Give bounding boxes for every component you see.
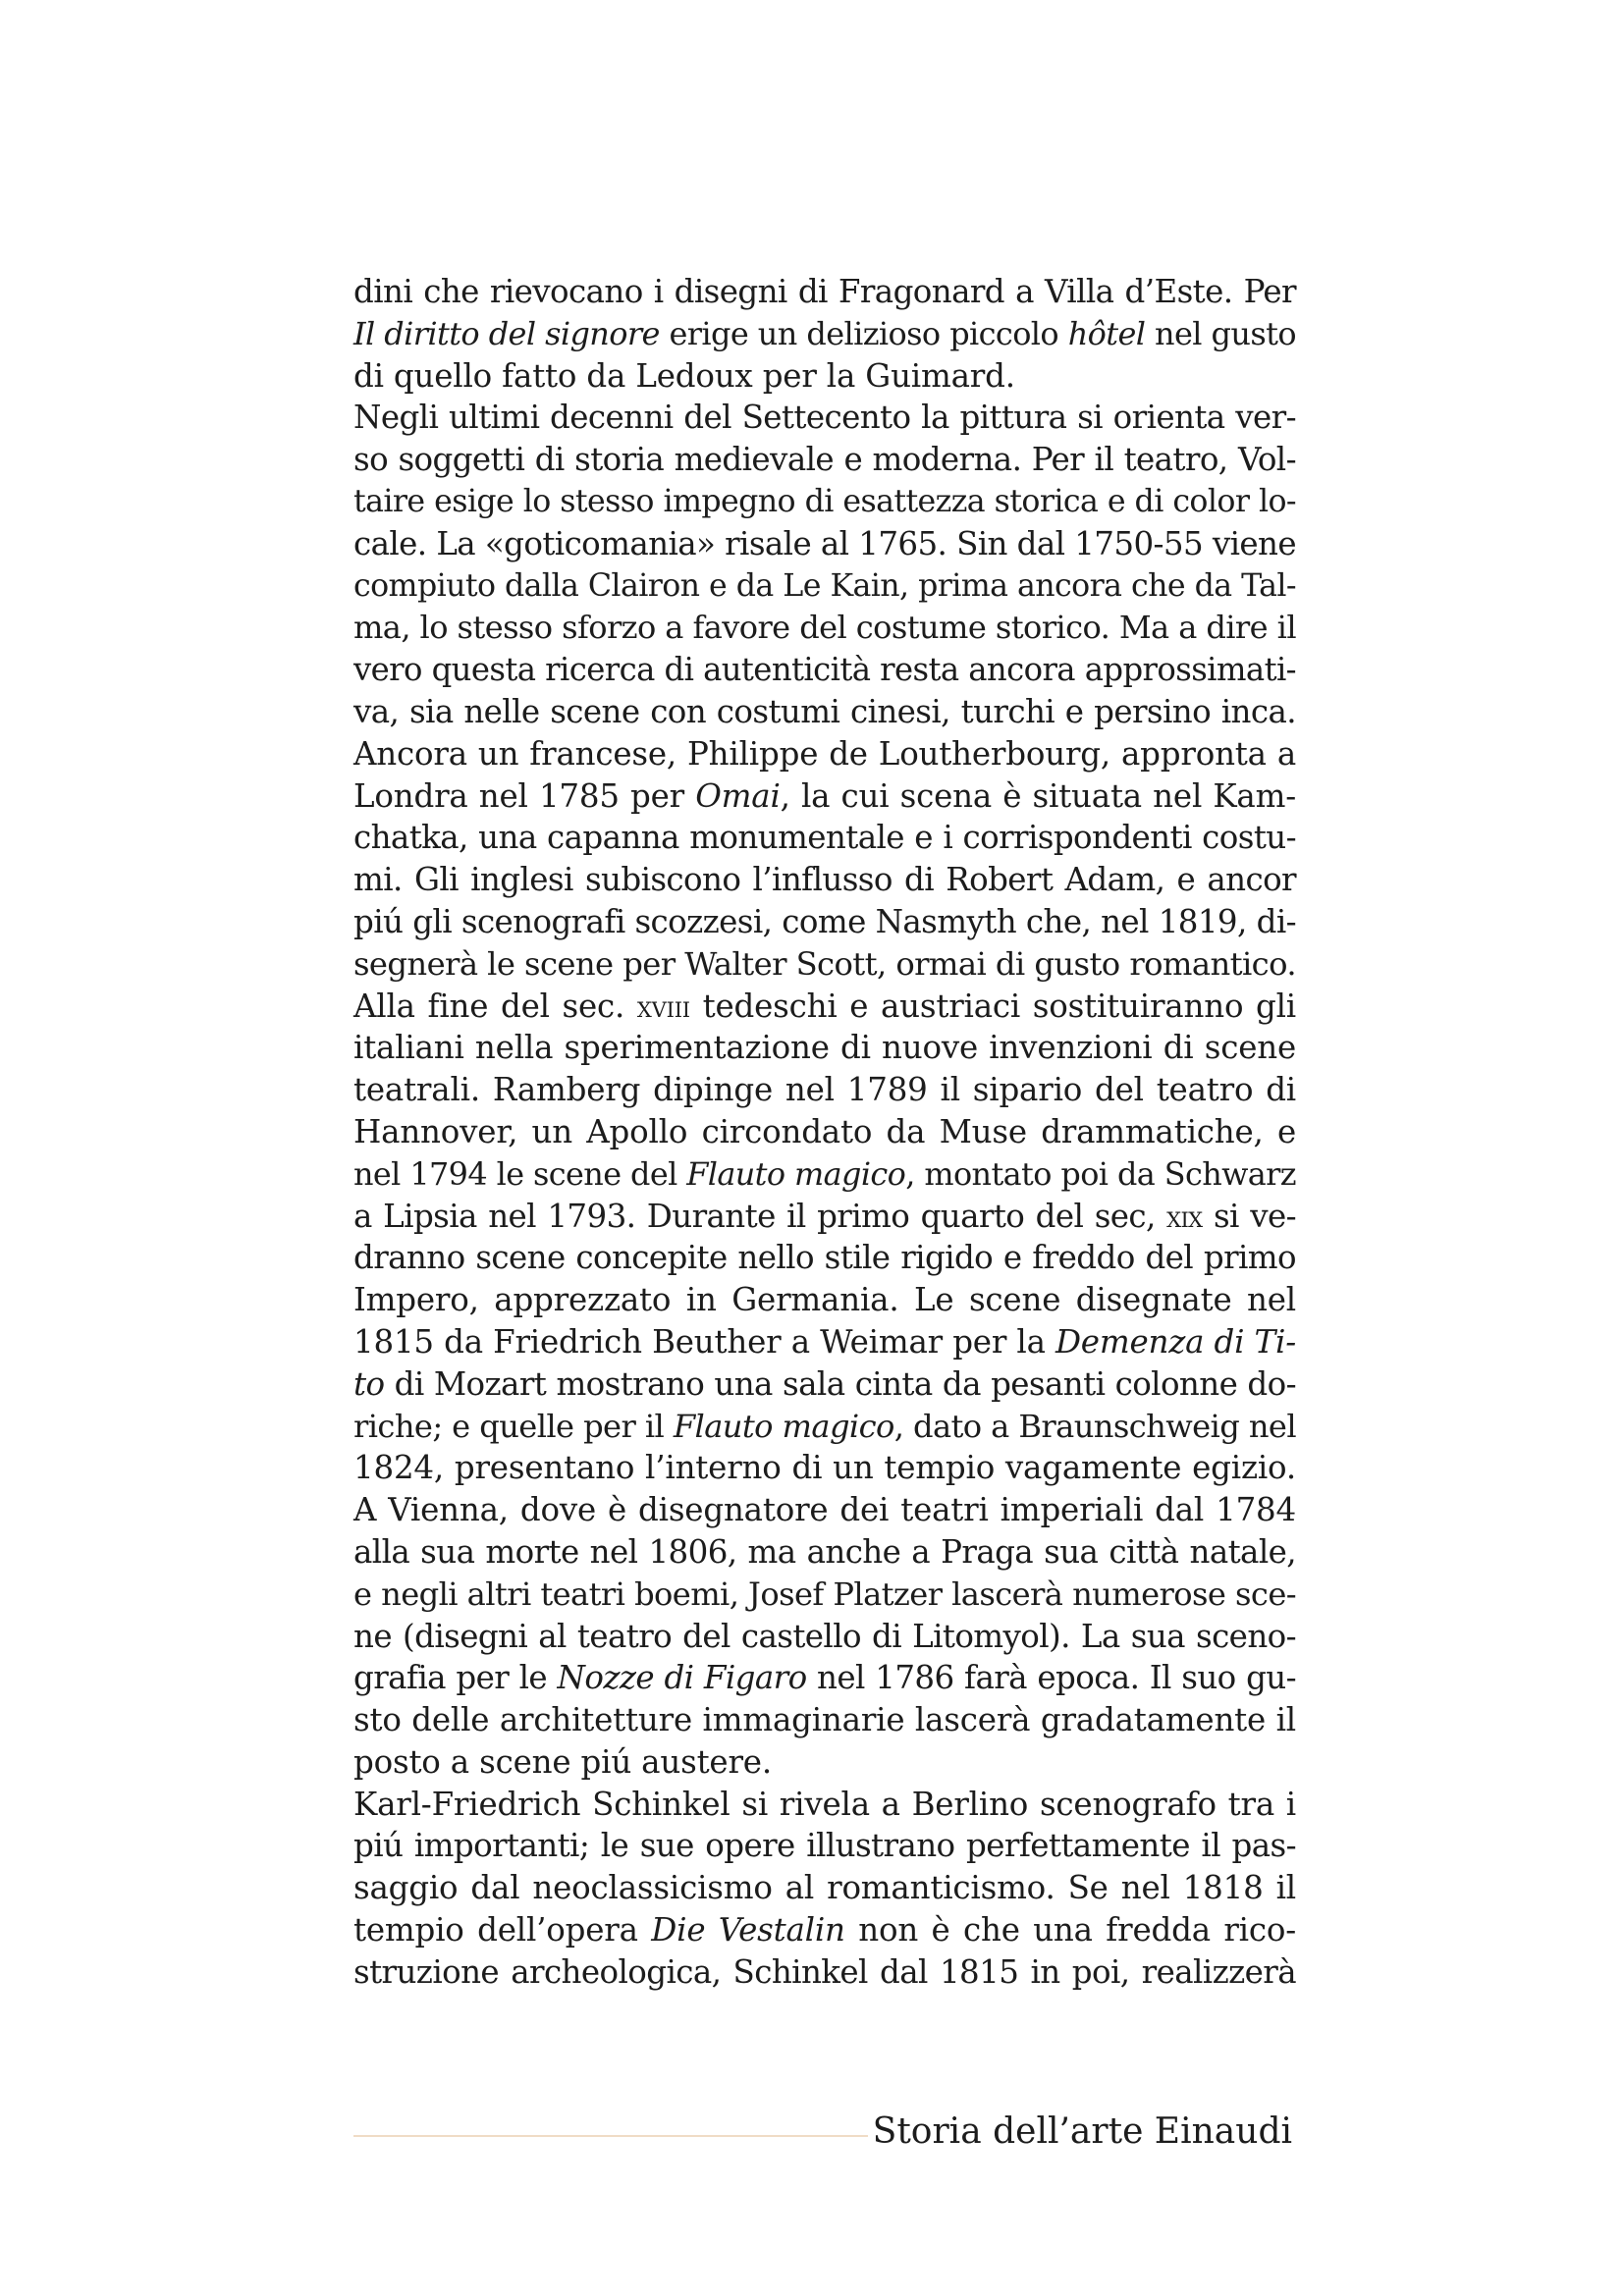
text-segment: dranno scene concepite nello stile rigido e freddo del primo	[353, 1239, 1296, 1277]
text-line	[353, 1489, 1296, 1531]
text-line	[353, 1867, 1296, 1909]
text-segment: teatrali. Ramberg dipinge nel 1789 il sipario del teatro di	[353, 1071, 1296, 1109]
text-segment: posto a scene piú austere.	[353, 1742, 772, 1781]
text-segment: ma, lo stesso sforzo a favore del costume storico. Ma a dire il	[353, 609, 1296, 647]
text-segment: Alla fine del sec.	[353, 987, 637, 1025]
text-line	[353, 817, 1296, 859]
text-line	[353, 1909, 1296, 1951]
text-line	[353, 775, 1296, 818]
italic-title: Nozze di Figaro	[557, 1659, 807, 1697]
text-line	[353, 397, 1296, 439]
text-line	[353, 355, 1296, 398]
text-segment: e negli altri teatri boemi, Josef Platzer lascerà numerose sce-	[353, 1575, 1296, 1613]
italic-title: Die Vestalin	[651, 1911, 845, 1949]
text-segment: erige un delizioso piccolo	[659, 314, 1068, 352]
text-segment: , montato poi da Schwarz	[905, 1154, 1296, 1193]
body-text	[353, 271, 1296, 1994]
text-line	[353, 1447, 1296, 1489]
text-line	[353, 986, 1296, 1028]
text-segment: Karl-Friedrich Schinkel si rivela a Berlino scenografo tra i	[353, 1785, 1296, 1823]
text-segment: segnerà le scene per Walter Scott, ormai di gusto romantico.	[353, 944, 1296, 983]
text-segment: compiuto dalla Clairon e da Le Kain, prima ancora che da Tal-	[353, 567, 1296, 604]
text-segment: nel 1794 le scene del	[353, 1154, 687, 1193]
text-line	[353, 649, 1296, 691]
text-line	[353, 1069, 1296, 1111]
text-line	[353, 1574, 1296, 1616]
text-segment: riche; e quelle per il	[353, 1407, 674, 1445]
text-line	[353, 565, 1296, 608]
text-segment: Impero, apprezzato in Germania. Le scene disegnate nel	[353, 1281, 1296, 1319]
text-segment: Hannover, un Apollo circondato da Muse drammatiche, e	[353, 1112, 1296, 1150]
text-segment: di quello fatto da Ledoux per la Guimard.	[353, 356, 1015, 395]
text-line	[353, 313, 1296, 355]
text-segment: vero questa ricerca di autenticità resta ancora approssimati-	[353, 651, 1296, 689]
text-segment: va, sia nelle scene con costumi cinesi, turchi e persino inca.	[353, 692, 1296, 730]
text-line	[353, 901, 1296, 943]
text-segment: a Lipsia nel 1793. Durante il primo quarto del sec,	[353, 1197, 1167, 1235]
text-line	[353, 859, 1296, 901]
text-line	[353, 1279, 1296, 1321]
text-line	[353, 1363, 1296, 1406]
italic-title: Flauto magico	[673, 1407, 894, 1445]
footer-label: Storia dell’arte Einaudi	[872, 2111, 1292, 2152]
text-segment: non è che una fredda rico-	[844, 1911, 1296, 1949]
text-line	[353, 1153, 1296, 1196]
text-line	[353, 1406, 1296, 1448]
text-segment: saggio dal neoclassicismo al romanticismo. Se nel 1818 il	[353, 1869, 1296, 1907]
text-segment: Negli ultimi decenni del Settecento la pittura si orienta ver-	[353, 399, 1296, 437]
text-segment: tedeschi e austriaci sostituiranno gli	[689, 987, 1297, 1025]
text-segment: 1815 da Friedrich Beuther a Weimar per la	[353, 1322, 1055, 1361]
text-line	[353, 1741, 1296, 1784]
text-segment: , la cui scena è situata nel Kam-	[780, 776, 1296, 815]
text-segment: , dato a Braunschweig nel	[893, 1407, 1296, 1445]
italic-title: to	[353, 1364, 385, 1403]
text-segment: Londra nel 1785 per	[353, 776, 696, 815]
text-segment: ne (disegni al teatro del castello di Litomyol). La sua sceno-	[353, 1617, 1296, 1655]
text-segment: cale. La «goticomania» risale al 1765. Sin dal 1750-55 viene	[353, 524, 1296, 562]
text-line	[353, 1531, 1296, 1574]
text-segment: Ancora un francese, Philippe de Loutherbourg, appronta a	[353, 734, 1296, 773]
text-segment: nel gusto	[1145, 314, 1296, 352]
text-segment: piú gli scenografi scozzesi, come Nasmyth che, nel 1819, di-	[353, 902, 1296, 940]
italic-title: Il diritto del signore	[353, 314, 660, 352]
text-segment: di Mozart mostrano una sala cinta da pesanti colonne do-	[384, 1364, 1296, 1403]
text-line	[353, 439, 1296, 481]
text-line	[353, 1027, 1296, 1069]
text-segment: so soggetti di storia medievale e moderna. Per il teatro, Vol-	[353, 441, 1296, 479]
text-line	[353, 733, 1296, 775]
text-segment: alla sua morte nel 1806, ma anche a Praga sua città natale,	[353, 1532, 1296, 1571]
italic-title: hôtel	[1067, 314, 1146, 352]
text-segment: taire esige lo stesso impegno di esattezza storica e di color lo-	[353, 483, 1296, 519]
text-line	[353, 607, 1296, 649]
text-segment: si ve-	[1202, 1197, 1296, 1235]
italic-title: Flauto magico	[686, 1154, 906, 1193]
text-line	[353, 1951, 1296, 1994]
text-line	[353, 1825, 1296, 1867]
italic-title: Demenza di Ti-	[1055, 1322, 1296, 1361]
text-segment: piú importanti; le sue opere illustrano perfettamente il pas-	[353, 1827, 1296, 1865]
text-line	[353, 523, 1296, 565]
text-line	[353, 481, 1296, 523]
text-segment: italiani nella sperimentazione di nuove invenzioni di scene	[353, 1029, 1296, 1067]
text-segment: 1824, presentano l’interno di un tempio vagamente egizio.	[353, 1449, 1296, 1487]
text-line	[353, 1616, 1296, 1658]
roman-numeral: xviii	[636, 989, 690, 1025]
text-line	[353, 1699, 1296, 1741]
text-line	[353, 943, 1296, 986]
text-segment: chatka, una capanna monumentale e i corrispondenti costu-	[353, 819, 1296, 857]
text-line	[353, 1237, 1296, 1279]
text-segment: nel 1786 farà epoca. Il suo gu-	[806, 1659, 1297, 1697]
text-line	[353, 271, 1296, 313]
text-line	[353, 1657, 1296, 1699]
text-segment: sto delle architetture immaginarie lascerà gradatamente il	[353, 1701, 1296, 1739]
text-segment: struzione archeologica, Schinkel dal 1815 in poi, realizzerà	[353, 1952, 1296, 1991]
text-line	[353, 1321, 1296, 1363]
text-line	[353, 1111, 1296, 1153]
text-segment: dini che rievocano i disegni di Fragonard a Villa d’Este. Per	[353, 273, 1296, 310]
roman-numeral: xix	[1166, 1200, 1203, 1235]
footer-rule	[353, 2135, 868, 2137]
text-line	[353, 691, 1296, 733]
italic-title: Omai	[695, 776, 781, 815]
text-line	[353, 1196, 1296, 1238]
text-segment: grafia per le	[353, 1659, 558, 1697]
text-segment: tempio dell’opera	[353, 1911, 652, 1949]
text-line	[353, 1784, 1296, 1826]
text-segment: mi. Gli inglesi subiscono l’influsso di Robert Adam, e ancor	[353, 861, 1296, 899]
text-segment: A Vienna, dove è disegnatore dei teatri imperiali dal 1784	[353, 1491, 1296, 1529]
